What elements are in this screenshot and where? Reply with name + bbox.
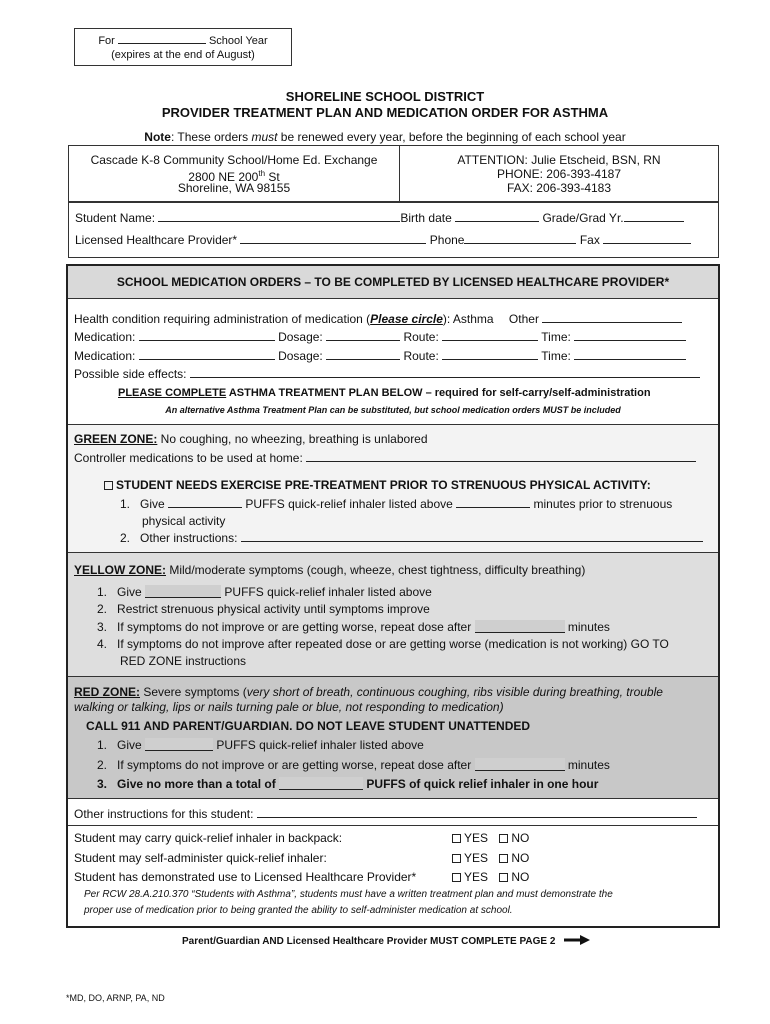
medication-row-1: Medication: Dosage: Route: Time: <box>74 330 686 344</box>
dosage-1-field[interactable] <box>326 330 400 341</box>
demonstrated-yes-checkbox[interactable] <box>452 873 461 882</box>
side-effects-field[interactable] <box>190 367 700 378</box>
side-effects-row: Possible side effects: <box>74 367 700 381</box>
medication-1-field[interactable] <box>139 330 275 341</box>
time-1-field[interactable] <box>574 330 686 341</box>
green-item-2: 2. Other instructions: <box>120 531 703 545</box>
rcw-note-line-1: Per RCW 28.A.210.370 “Students with Asthma”, students must have a written treatment plan and must demonstrate the <box>84 889 613 900</box>
school-name: Cascade K-8 Community School/Home Ed. Exchange <box>90 153 378 167</box>
provider-fax-field[interactable] <box>603 233 691 244</box>
student-name-label: Student Name: <box>75 211 156 225</box>
self-administer-yes-checkbox[interactable] <box>452 854 461 863</box>
provider-footnote: *MD, DO, ARNP, PA, ND <box>66 993 165 1003</box>
alternative-plan-note: An alternative Asthma Treatment Plan can be substituted, but school medication orders MUST be included <box>165 405 621 415</box>
self-administer-question: Student may self-administer quick-relief inhaler: <box>74 851 327 865</box>
call-911-instruction: CALL 911 AND PARENT/GUARDIAN. DO NOT LEAVE STUDENT UNATTENDED <box>86 719 531 733</box>
red-zone-heading: RED ZONE: Severe symptoms (very short of breath, continuous coughing, ribs visible during breathing, trouble <box>74 685 663 699</box>
provider-label: Licensed Healthcare Provider* <box>75 233 238 247</box>
self-administer-options: YES NO <box>452 851 529 865</box>
birth-date-label: Birth date <box>400 211 452 225</box>
green-minutes-field[interactable] <box>456 497 530 508</box>
complete-plan-instruction: PLEASE COMPLETE ASTHMA TREATMENT PLAN BELOW – required for self-carry/self-administration <box>118 387 651 399</box>
carry-inhaler-options: YES NO <box>452 831 529 845</box>
year-prefix: For <box>98 35 115 47</box>
grade-field[interactable] <box>624 211 684 222</box>
green-puffs-field[interactable] <box>168 497 242 508</box>
student-info-box <box>68 202 719 258</box>
carry-inhaler-question: Student may carry quick-relief inhaler in backpack: <box>74 831 343 845</box>
green-zone-heading: GREEN ZONE: No coughing, no wheezing, breathing is unlabored <box>74 432 428 446</box>
page-2-instruction: Parent/Guardian AND Licensed Healthcare Provider MUST COMPLETE PAGE 2 <box>182 935 590 949</box>
renewal-note: Note: These orders must be renewed every year, before the beginning of each school year <box>144 130 626 144</box>
rcw-note-line-2: proper use of medication prior to being granted the ability to self-administer medication at school. <box>84 905 513 916</box>
birth-date-field[interactable] <box>455 211 539 222</box>
grade-label: Grade/Grad Yr. <box>542 211 624 225</box>
demonstrated-use-options: YES NO <box>452 870 529 884</box>
address-box <box>68 145 719 202</box>
school-street: 2800 NE 200th St <box>188 169 280 184</box>
medication-row-2: Medication: Dosage: Route: Time: <box>74 349 686 363</box>
carry-yes-checkbox[interactable] <box>452 834 461 843</box>
self-administer-no-checkbox[interactable] <box>499 854 508 863</box>
exercise-pretreatment: STUDENT NEEDS EXERCISE PRE-TREATMENT PRIOR TO STRENUOUS PHYSICAL ACTIVITY: <box>104 478 651 492</box>
controller-meds-row: Controller medications to be used at home: <box>74 451 696 465</box>
school-city: Shoreline, WA 98155 <box>177 181 291 195</box>
exercise-pretreatment-checkbox[interactable] <box>104 481 113 490</box>
yellow-item-1: 1. Give PUFFS quick-relief inhaler listed above <box>97 585 432 599</box>
demonstrated-no-checkbox[interactable] <box>499 873 508 882</box>
student-name-field[interactable] <box>158 211 400 222</box>
provider-phone-label: Phone <box>429 233 465 247</box>
school-year-field[interactable] <box>118 33 206 44</box>
yellow-item-4: 4. If symptoms do not improve after repeated dose or are getting worse (medication is not working) GO TO <box>97 637 669 651</box>
red-item-3: 3. Give no more than a total of PUFFS of quick relief inhaler in one hour <box>97 777 599 791</box>
yellow-puffs-field[interactable] <box>145 585 221 598</box>
contact-fax: FAX: 206-393-4183 <box>506 181 612 195</box>
red-max-puffs-field[interactable] <box>279 777 363 790</box>
orders-header: SCHOOL MEDICATION ORDERS – TO BE COMPLETED BY LICENSED HEALTHCARE PROVIDER* <box>68 266 718 299</box>
school-year-box <box>74 28 292 66</box>
other-instructions-row: Other instructions for this student: <box>74 807 697 821</box>
red-puffs-field[interactable] <box>145 738 213 751</box>
route-1-field[interactable] <box>442 330 538 341</box>
red-zone-heading-cont: walking or talking, lips or nails turning pale or blue, not responding to medication) <box>74 700 504 714</box>
yellow-item-3: 3. If symptoms do not improve or are getting worse, repeat dose after minutes <box>97 620 610 634</box>
right-arrow-icon <box>564 935 590 945</box>
time-2-field[interactable] <box>574 349 686 360</box>
form-title: PROVIDER TREATMENT PLAN AND MEDICATION ORDER FOR ASTHMA <box>161 105 609 120</box>
yellow-item-4-cont: RED ZONE instructions <box>120 654 247 668</box>
other-condition-field[interactable] <box>542 312 682 323</box>
provider-phone-field[interactable] <box>464 233 576 244</box>
health-condition-line: Health condition requiring administration of medication (Please circle): Asthma Other <box>74 312 682 326</box>
carry-no-checkbox[interactable] <box>499 834 508 843</box>
year-suffix: School Year <box>208 35 268 47</box>
dosage-2-field[interactable] <box>326 349 400 360</box>
district-title: SHORELINE SCHOOL DISTRICT <box>285 89 485 104</box>
green-other-instructions-field[interactable] <box>241 531 703 542</box>
demonstrated-use-question: Student has demonstrated use to Licensed Healthcare Provider* <box>74 870 417 884</box>
other-instructions-field[interactable] <box>257 807 697 818</box>
route-2-field[interactable] <box>442 349 538 360</box>
yellow-item-2: 2. Restrict strenuous physical activity until symptoms improve <box>97 602 430 616</box>
provider-fax-label: Fax <box>579 233 600 247</box>
attention-contact: ATTENTION: Julie Etscheid, BSN, RN <box>457 153 661 167</box>
contact-phone: PHONE: 206-393-4187 <box>496 167 622 181</box>
provider-field[interactable] <box>240 233 426 244</box>
red-minutes-field[interactable] <box>475 758 565 771</box>
green-item-1: 1. Give PUFFS quick-relief inhaler listed above minutes prior to strenuous <box>120 497 673 511</box>
red-item-1: 1. Give PUFFS quick-relief inhaler listed above <box>97 738 424 752</box>
controller-meds-field[interactable] <box>306 451 696 462</box>
green-item-1-cont: physical activity <box>142 514 226 528</box>
yellow-minutes-field[interactable] <box>475 620 565 633</box>
red-item-2: 2. If symptoms do not improve or are getting worse, repeat dose after minutes <box>97 758 610 772</box>
medication-2-field[interactable] <box>139 349 275 360</box>
yellow-zone-heading: YELLOW ZONE: Mild/moderate symptoms (cough, wheeze, chest tightness, difficulty breathing) <box>74 563 586 577</box>
year-expiry: (expires at the end of August) <box>111 49 255 61</box>
